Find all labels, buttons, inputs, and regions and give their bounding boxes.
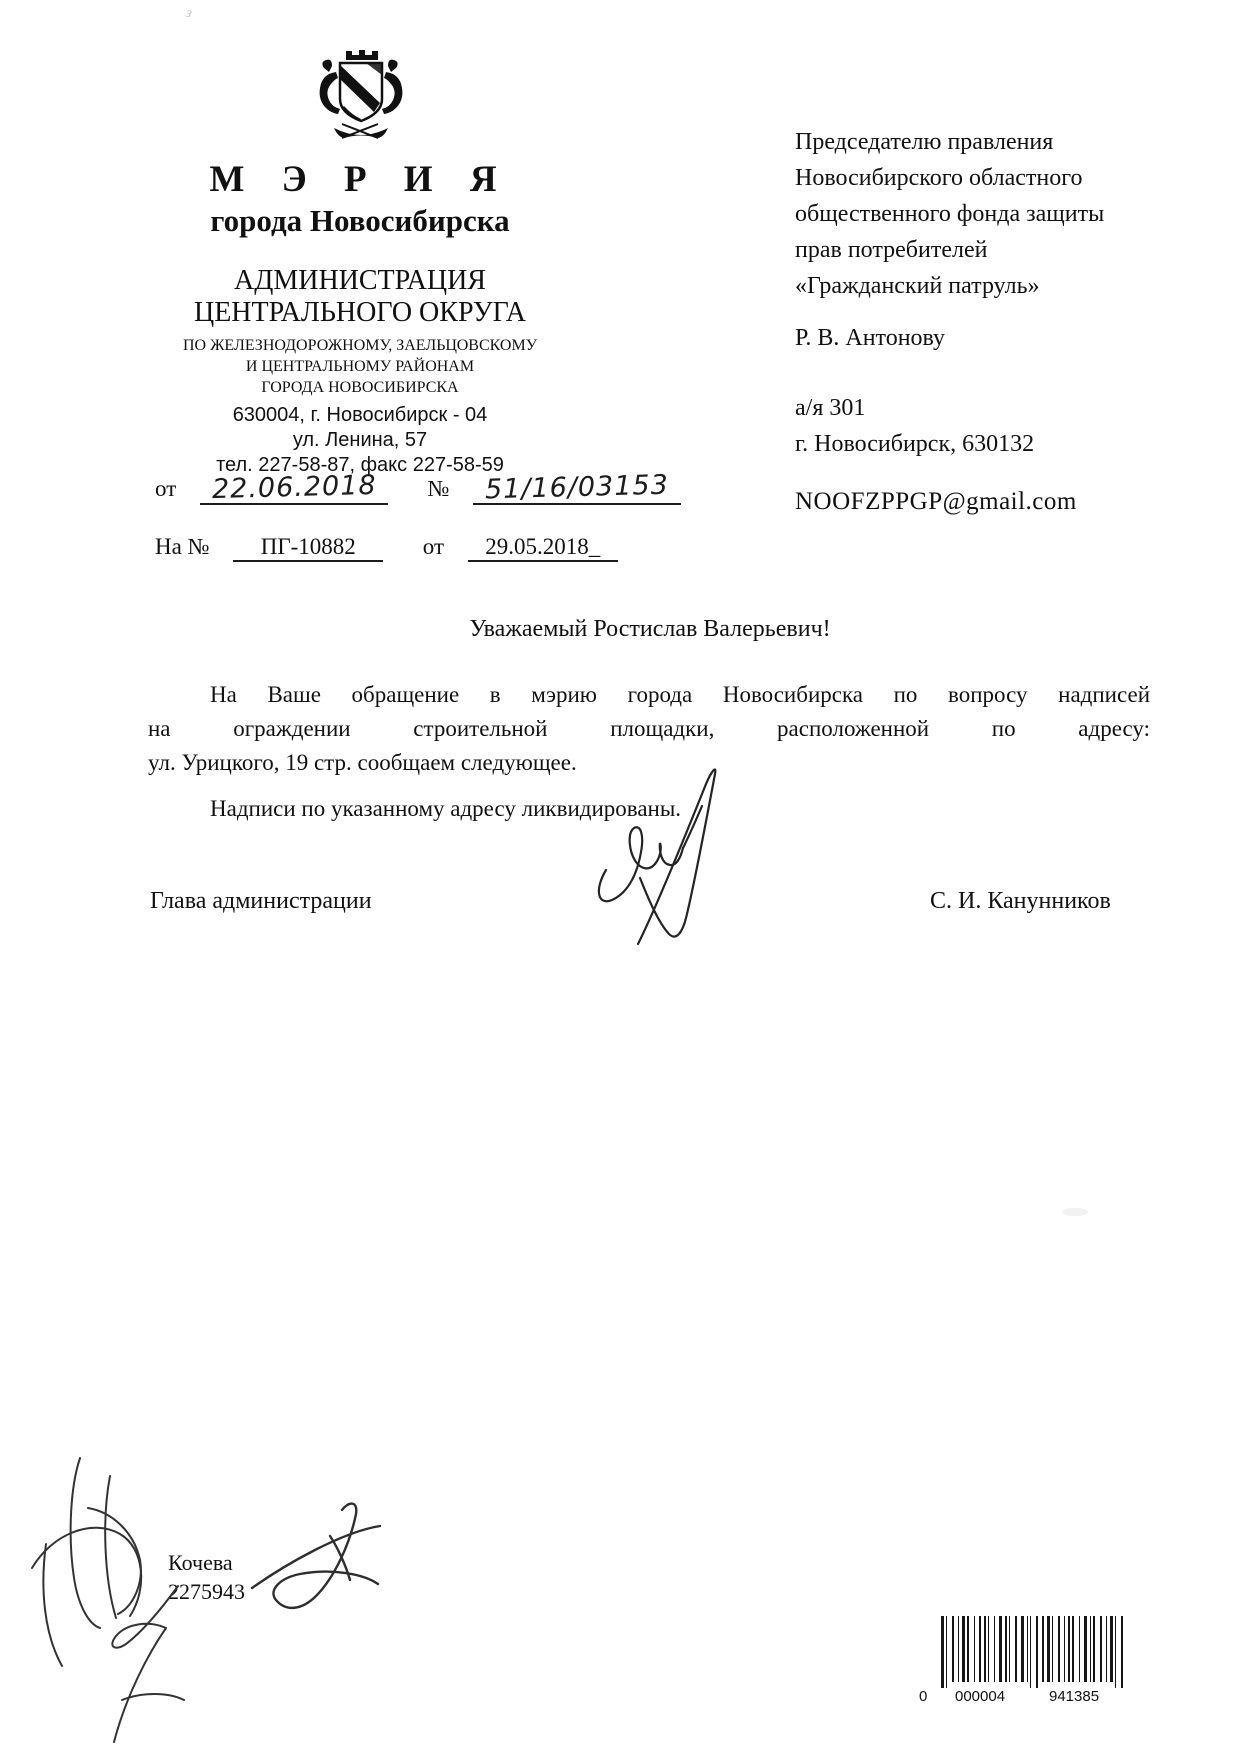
scan-smudge (1062, 1208, 1088, 1216)
addressee-line: Новосибирского областного (795, 165, 1083, 191)
addressee-line: «Гражданский патруль» (795, 273, 1040, 299)
body-paragraph1-line: на ограждении строительной площадки, расположенной по адресу: (148, 716, 1150, 741)
addressee-email: NOOFZPPGP@gmail.com (795, 488, 1077, 515)
barcode-digits-group1: 000004 (955, 1688, 1006, 1704)
postal-barcode (915, 1612, 1147, 1704)
signer-signature-ink (578, 758, 728, 948)
bottom-left-flourish-ink (92, 1580, 252, 1750)
dept-line2: ЦЕНТРАЛЬНОГО ОКРУГА (193, 297, 527, 328)
letterhead-street-address: ул. Ленина, 57 (292, 429, 428, 451)
dept-line5: ГОРОДА НОВОСИБИРСКА (261, 379, 459, 396)
executor-name: Кочева (168, 1550, 233, 1575)
letterhead-postal-address: 630004, г. Новосибирск - 04 (232, 404, 488, 426)
letterhead (118, 158, 602, 478)
dept-line1: АДМИНИСТРАЦИЯ (234, 265, 486, 296)
reply-date: 29.05.2018_ (485, 534, 601, 559)
novosibirsk-coat-of-arms-icon (300, 46, 420, 146)
body-paragraph1-line: На Ваше обращение в мэрию города Новосибирска по вопросу надписей (210, 682, 1150, 707)
body-paragraph2: Надписи по указанному адресу ликвидированы. (210, 796, 682, 821)
reply-ref-line (155, 534, 618, 562)
outgoing-date-handwritten: 22.06.2018 (211, 469, 377, 506)
signer-name: С. И. Канунников (930, 888, 1111, 914)
salutation: Уважаемый Ростислав Валерьевич! (469, 616, 831, 642)
addressee-line: Председателю правления (795, 129, 1054, 155)
org-name-line1: М Э Р И Я (209, 159, 511, 200)
addressee-po-box: а/я 301 (795, 395, 866, 421)
addressee-city: г. Новосибирск, 630132 (795, 431, 1035, 457)
body-paragraph1-line: ул. Урицкого, 19 стр. сообщаем следующее. (148, 750, 577, 775)
reply-from-label: от (422, 534, 445, 559)
scan-artifact: з (184, 5, 194, 22)
from-label: от (155, 476, 177, 501)
dept-line4: И ЦЕНТРАЛЬНОМУ РАЙОНАМ (245, 358, 475, 375)
signer-position: Глава администрации (150, 888, 372, 914)
addressee-name: Р. В. Антонову (795, 325, 946, 351)
barcode-bars (941, 1616, 1123, 1688)
org-name-line2: города Новосибирска (210, 203, 510, 238)
addressee-block (795, 124, 1155, 520)
outgoing-number-handwritten: 51/16/03153 (484, 469, 670, 506)
outgoing-ref-line (155, 469, 681, 506)
dept-line3: ПО ЖЕЛЕЗНОДОРОЖНОМУ, ЗАЕЛЬЦОВСКОМУ (182, 337, 538, 354)
addressee-line: общественного фонда защиты (795, 201, 1105, 227)
addressee-line: прав потребителей (795, 237, 988, 263)
reply-label: На № (155, 534, 210, 559)
reply-number: ПГ-10882 (260, 534, 356, 559)
number-label: № (427, 476, 450, 501)
executor-signature-ink (246, 1492, 386, 1617)
barcode-digits-group2: 941385 (1049, 1688, 1100, 1704)
executor-phone: 2275943 (168, 1579, 245, 1604)
barcode-digit-lead: 0 (919, 1688, 928, 1704)
letterhead-phone-fax: тел. 227-58-87, факс 227-58-59 (216, 454, 504, 476)
